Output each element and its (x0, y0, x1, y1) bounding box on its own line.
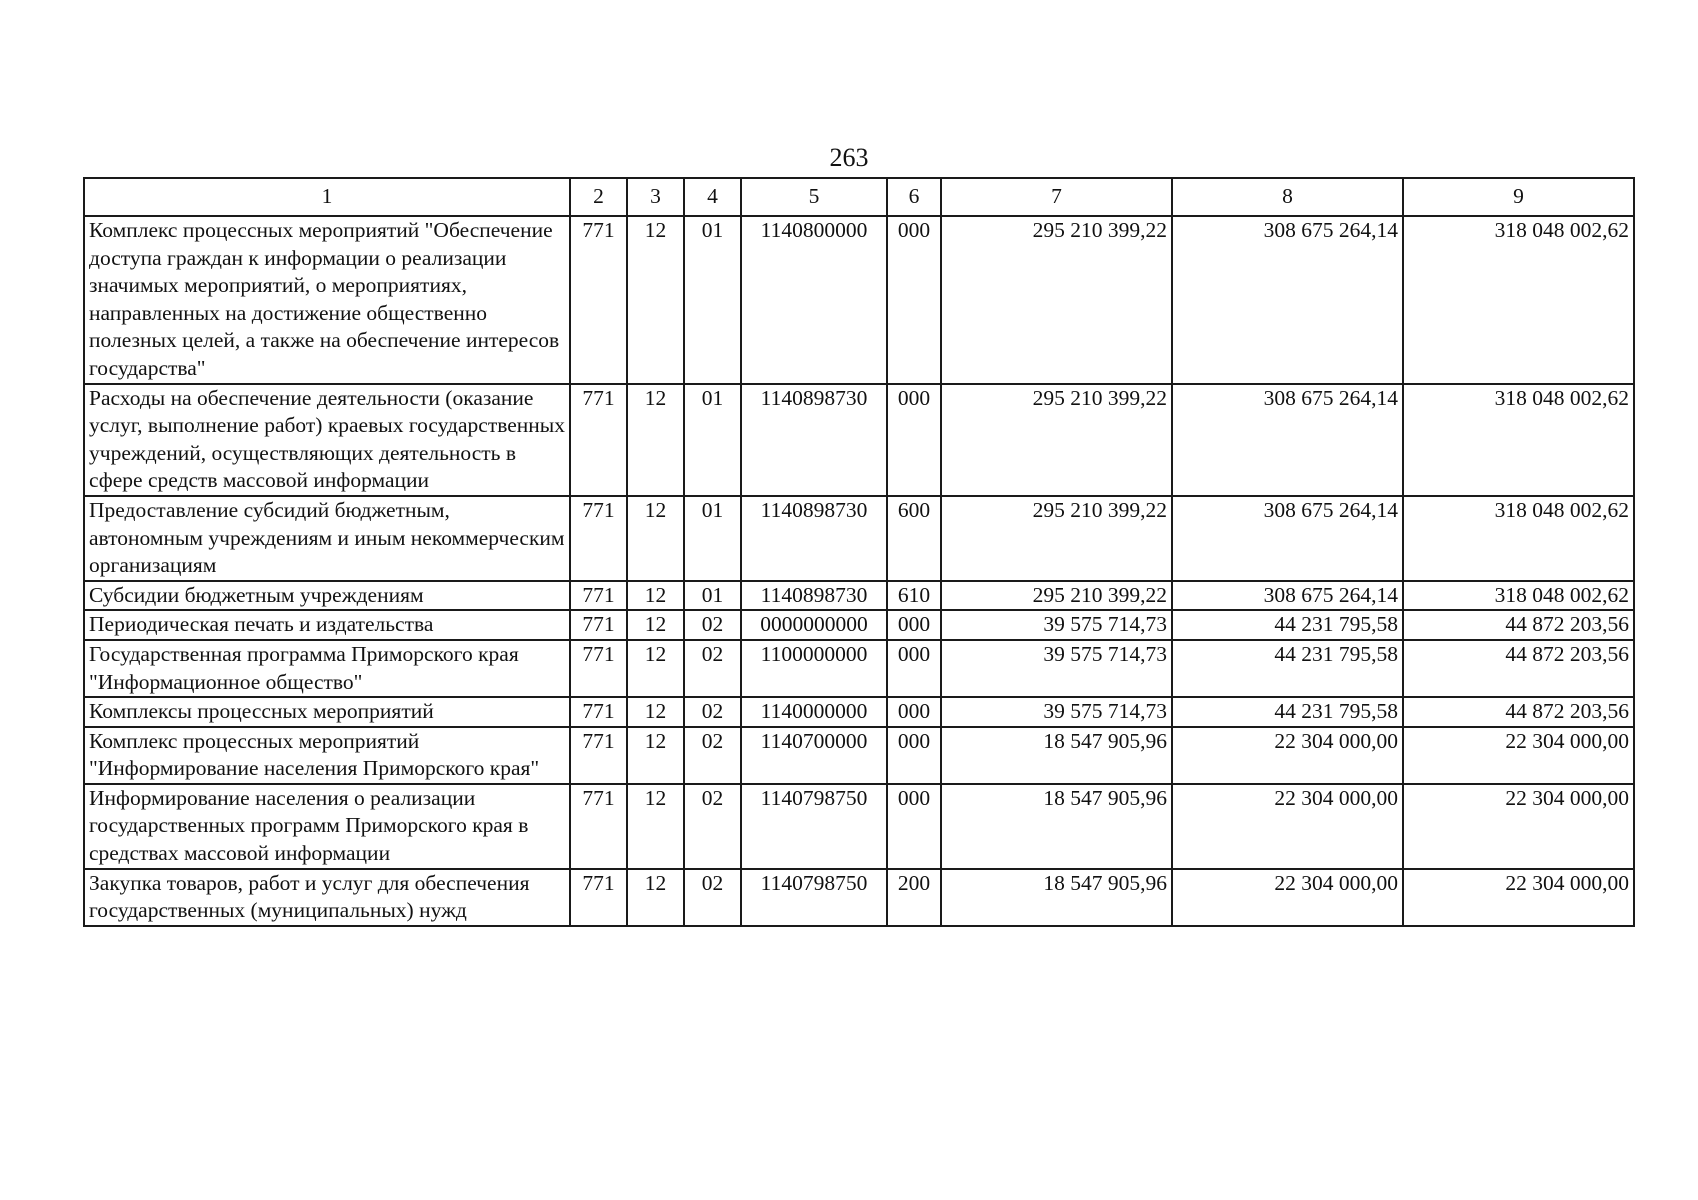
column-header: 4 (684, 178, 741, 216)
cell-amount-col9: 44 872 203,56 (1403, 640, 1634, 697)
cell-ministry-code: 771 (570, 216, 627, 384)
row-name: Государственная программа Приморского края "Информационное общество" (84, 640, 570, 697)
cell-section-code: 12 (627, 384, 684, 496)
cell-subsection-code: 01 (684, 496, 741, 581)
column-header: 6 (887, 178, 941, 216)
cell-amount-col7: 39 575 714,73 (941, 697, 1172, 727)
cell-expense-type: 000 (887, 216, 941, 384)
cell-amount-col9: 22 304 000,00 (1403, 784, 1634, 869)
cell-ministry-code: 771 (570, 581, 627, 611)
cell-expense-type: 000 (887, 384, 941, 496)
cell-ministry-code: 771 (570, 384, 627, 496)
cell-subsection-code: 01 (684, 384, 741, 496)
cell-target-article: 1140000000 (741, 697, 887, 727)
cell-amount-col9: 318 048 002,62 (1403, 581, 1634, 611)
table-row (84, 640, 1634, 697)
cell-amount-col7: 18 547 905,96 (941, 784, 1172, 869)
table-row (84, 496, 1634, 581)
cell-amount-col7: 18 547 905,96 (941, 727, 1172, 784)
cell-section-code: 12 (627, 640, 684, 697)
cell-amount-col7: 39 575 714,73 (941, 610, 1172, 640)
cell-target-article: 1140898730 (741, 496, 887, 581)
cell-amount-col9: 44 872 203,56 (1403, 610, 1634, 640)
row-name: Информирование населения о реализации государственных программ Приморского края в средствах массовой информации (84, 784, 570, 869)
cell-amount-col8: 308 675 264,14 (1172, 581, 1403, 611)
row-name: Комплексы процессных мероприятий (84, 697, 570, 727)
header-row (84, 178, 1634, 216)
row-name: Комплекс процессных мероприятий "Обеспечение доступа граждан к информации о реализации значимых мероприятий, о мероприятиях, направленных на достижение общественно полезных целей, а также на обеспечение интересов государства" (84, 216, 570, 384)
cell-target-article: 1140800000 (741, 216, 887, 384)
cell-target-article: 1140700000 (741, 727, 887, 784)
table-row (84, 581, 1634, 611)
table-row (84, 216, 1634, 384)
cell-target-article: 1140898730 (741, 384, 887, 496)
cell-expense-type: 000 (887, 697, 941, 727)
cell-target-article: 0000000000 (741, 610, 887, 640)
cell-section-code: 12 (627, 610, 684, 640)
cell-expense-type: 600 (887, 496, 941, 581)
table-row (84, 869, 1634, 926)
cell-amount-col9: 318 048 002,62 (1403, 384, 1634, 496)
row-name: Расходы на обеспечение деятельности (оказание услуг, выполнение работ) краевых государственных учреждений, осуществляющих деятельность в сфере средств массовой информации (84, 384, 570, 496)
cell-amount-col9: 44 872 203,56 (1403, 697, 1634, 727)
cell-expense-type: 610 (887, 581, 941, 611)
cell-subsection-code: 01 (684, 216, 741, 384)
row-name: Периодическая печать и издательства (84, 610, 570, 640)
cell-section-code: 12 (627, 869, 684, 926)
column-header: 8 (1172, 178, 1403, 216)
cell-amount-col8: 308 675 264,14 (1172, 384, 1403, 496)
cell-expense-type: 000 (887, 640, 941, 697)
table-row (84, 727, 1634, 784)
cell-section-code: 12 (627, 581, 684, 611)
table-row (84, 610, 1634, 640)
row-name: Закупка товаров, работ и услуг для обеспечения государственных (муниципальных) нужд (84, 869, 570, 926)
cell-ministry-code: 771 (570, 869, 627, 926)
cell-ministry-code: 771 (570, 640, 627, 697)
column-header: 7 (941, 178, 1172, 216)
cell-amount-col9: 22 304 000,00 (1403, 727, 1634, 784)
cell-amount-col8: 44 231 795,58 (1172, 610, 1403, 640)
cell-section-code: 12 (627, 784, 684, 869)
cell-expense-type: 000 (887, 727, 941, 784)
cell-section-code: 12 (627, 216, 684, 384)
cell-ministry-code: 771 (570, 496, 627, 581)
column-header: 1 (84, 178, 570, 216)
column-header: 3 (627, 178, 684, 216)
budget-table (83, 177, 1635, 927)
cell-ministry-code: 771 (570, 697, 627, 727)
cell-amount-col9: 318 048 002,62 (1403, 496, 1634, 581)
cell-amount-col7: 295 210 399,22 (941, 384, 1172, 496)
cell-amount-col8: 22 304 000,00 (1172, 784, 1403, 869)
cell-subsection-code: 01 (684, 581, 741, 611)
cell-subsection-code: 02 (684, 784, 741, 869)
cell-amount-col9: 318 048 002,62 (1403, 216, 1634, 384)
table-row (84, 384, 1634, 496)
cell-amount-col7: 295 210 399,22 (941, 216, 1172, 384)
cell-subsection-code: 02 (684, 610, 741, 640)
cell-expense-type: 000 (887, 784, 941, 869)
cell-amount-col7: 39 575 714,73 (941, 640, 1172, 697)
cell-section-code: 12 (627, 697, 684, 727)
table-row (84, 784, 1634, 869)
table-row (84, 697, 1634, 727)
cell-amount-col8: 308 675 264,14 (1172, 496, 1403, 581)
cell-target-article: 1140898730 (741, 581, 887, 611)
cell-amount-col8: 44 231 795,58 (1172, 640, 1403, 697)
cell-amount-col7: 295 210 399,22 (941, 581, 1172, 611)
cell-subsection-code: 02 (684, 697, 741, 727)
column-header: 2 (570, 178, 627, 216)
cell-section-code: 12 (627, 727, 684, 784)
cell-ministry-code: 771 (570, 610, 627, 640)
cell-ministry-code: 771 (570, 727, 627, 784)
cell-expense-type: 200 (887, 869, 941, 926)
cell-amount-col7: 18 547 905,96 (941, 869, 1172, 926)
cell-target-article: 1140798750 (741, 869, 887, 926)
cell-ministry-code: 771 (570, 784, 627, 869)
cell-target-article: 1140798750 (741, 784, 887, 869)
cell-amount-col7: 295 210 399,22 (941, 496, 1172, 581)
cell-amount-col8: 308 675 264,14 (1172, 216, 1403, 384)
cell-amount-col8: 44 231 795,58 (1172, 697, 1403, 727)
cell-subsection-code: 02 (684, 727, 741, 784)
column-header: 5 (741, 178, 887, 216)
cell-amount-col8: 22 304 000,00 (1172, 727, 1403, 784)
cell-amount-col9: 22 304 000,00 (1403, 869, 1634, 926)
cell-subsection-code: 02 (684, 869, 741, 926)
cell-amount-col8: 22 304 000,00 (1172, 869, 1403, 926)
cell-expense-type: 000 (887, 610, 941, 640)
cell-target-article: 1100000000 (741, 640, 887, 697)
row-name: Предоставление субсидий бюджетным, автономным учреждениям и иным некоммерческим организациям (84, 496, 570, 581)
column-header: 9 (1403, 178, 1634, 216)
row-name: Комплекс процессных мероприятий "Информирование населения Приморского края" (84, 727, 570, 784)
cell-subsection-code: 02 (684, 640, 741, 697)
page-number: 263 (829, 143, 869, 172)
cell-section-code: 12 (627, 496, 684, 581)
row-name: Субсидии бюджетным учреждениям (84, 581, 570, 611)
